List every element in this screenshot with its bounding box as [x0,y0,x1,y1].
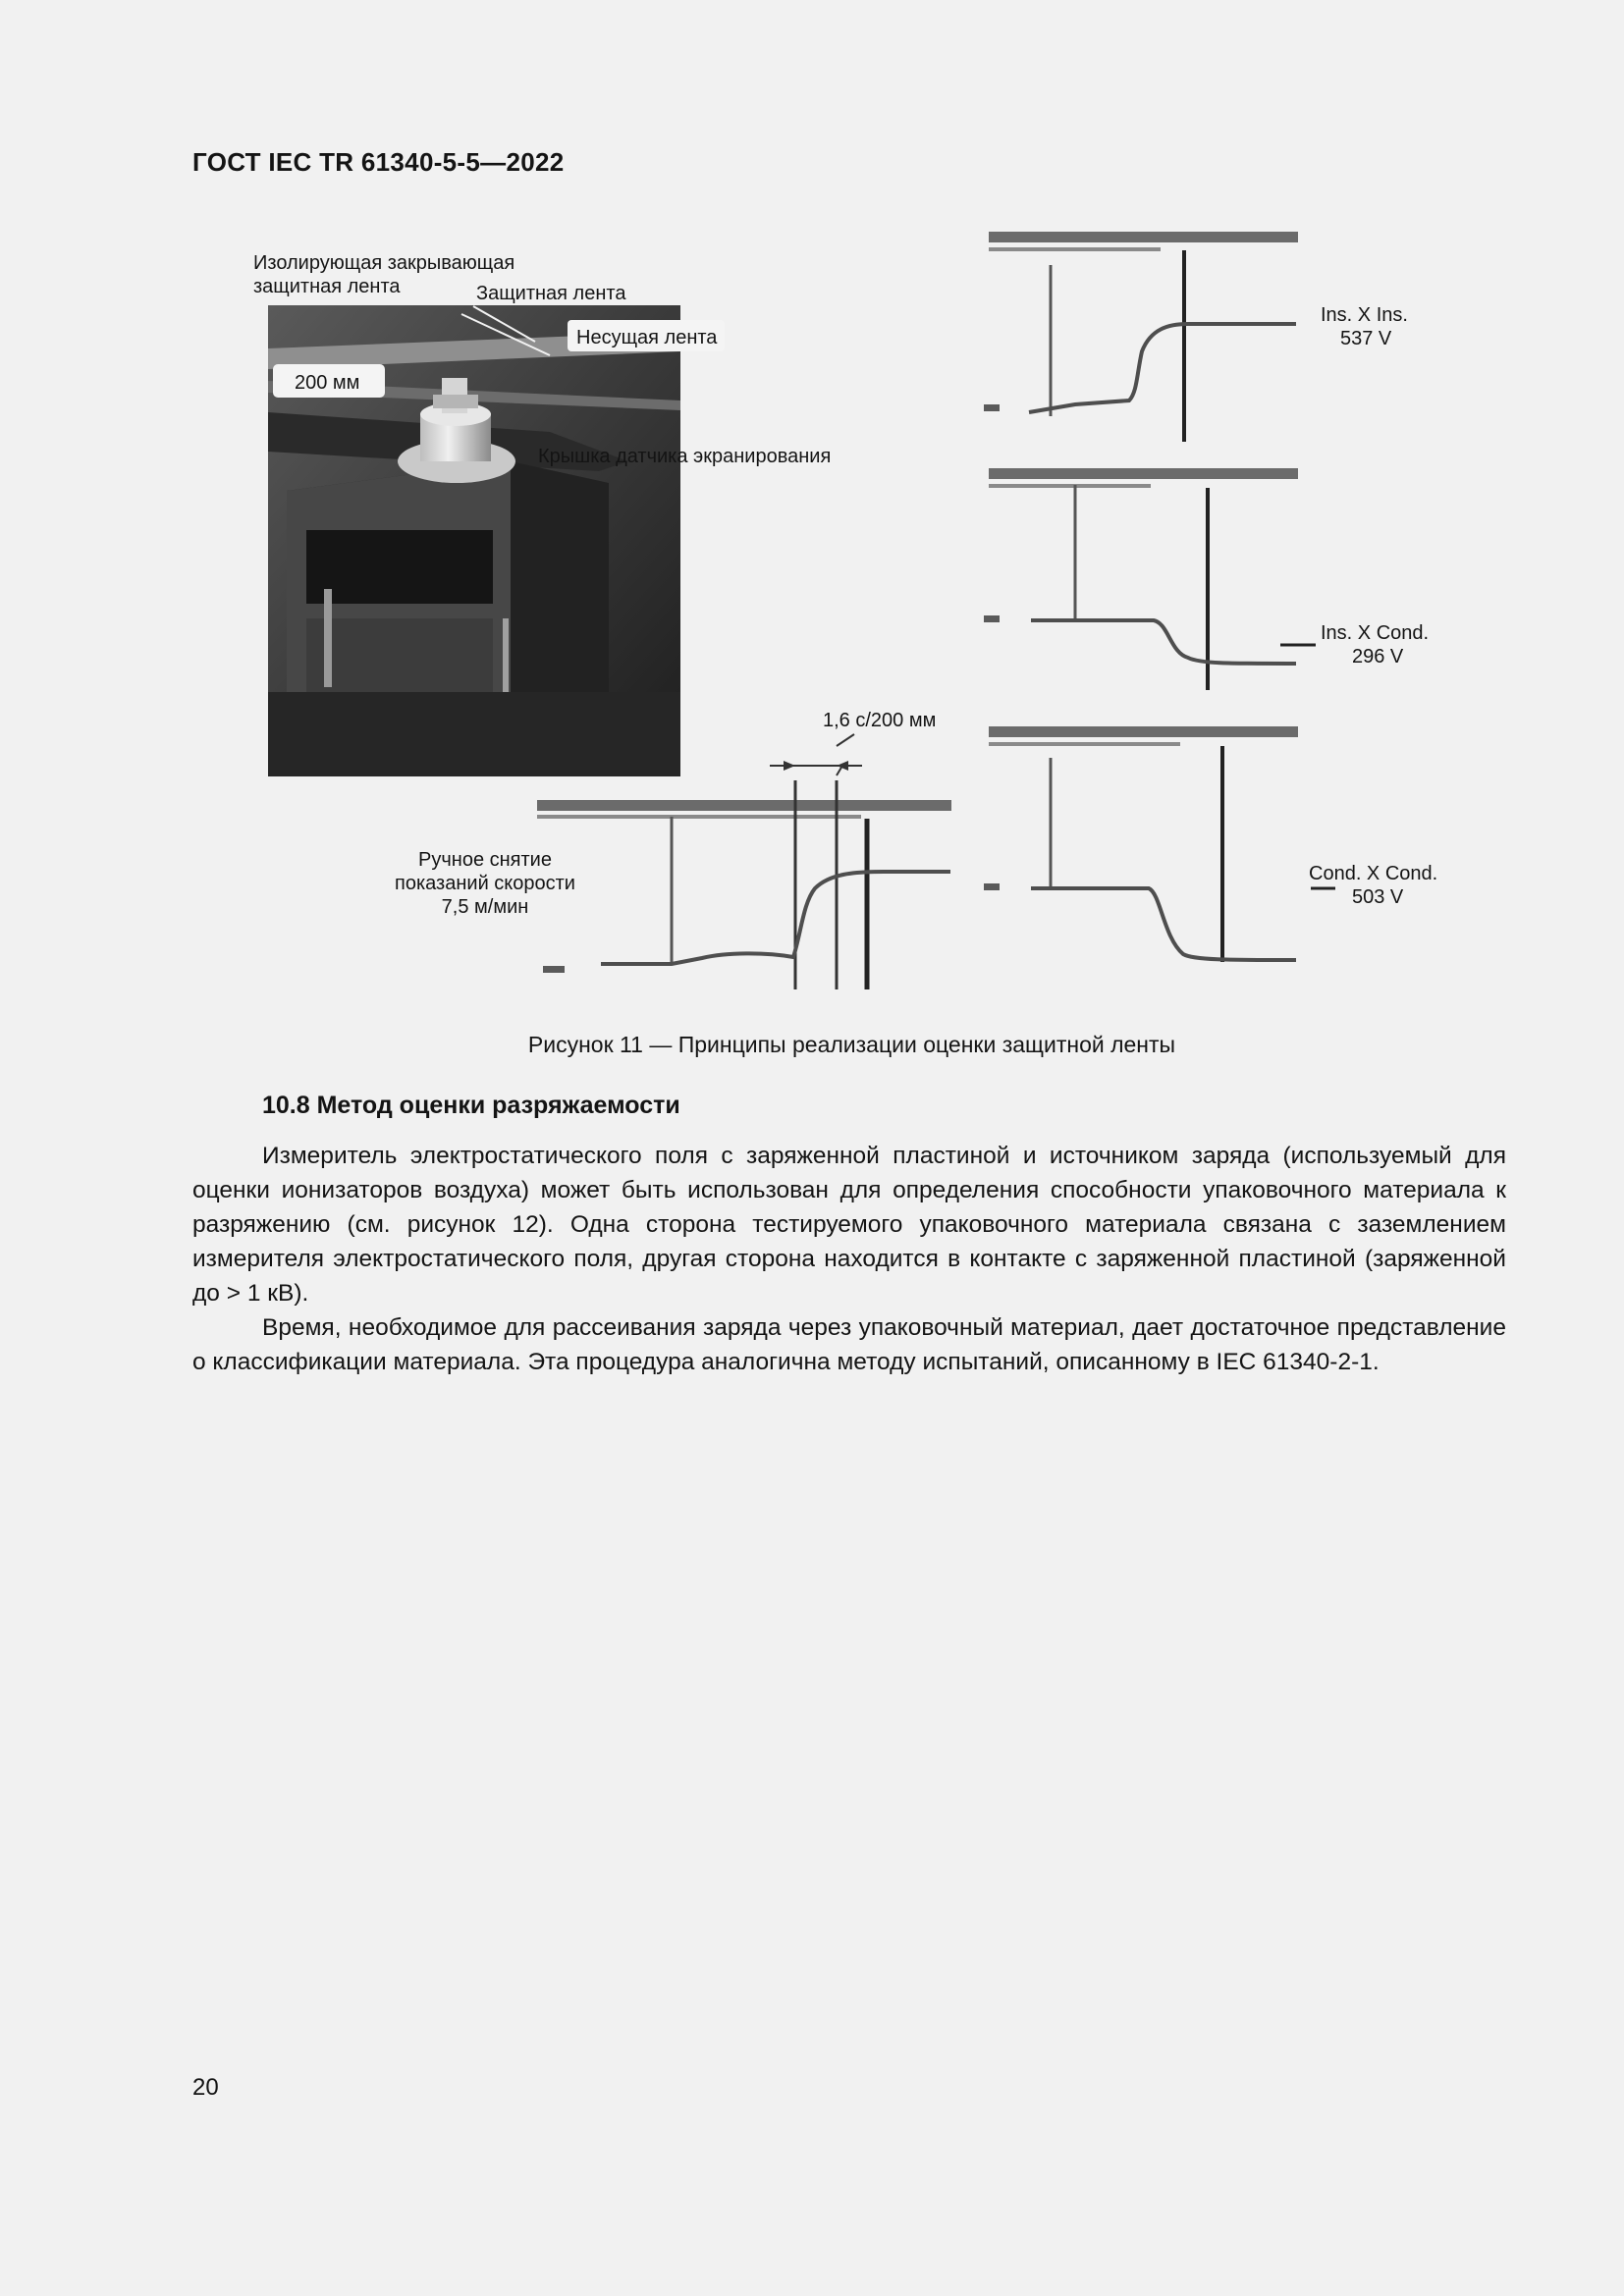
manual-speed-line3: 7,5 м/мин [441,896,529,918]
label-cover-tape: Защитная лента [476,283,626,304]
trace-1-voltage: 537 V [1340,328,1392,349]
trace-1-label: Ins. X Ins. [1321,304,1408,326]
manual-speed-line1: Ручное снятие [418,849,552,871]
label-sensor-cover: Крышка датчика экранирования [538,446,832,467]
timing-leader [837,734,854,746]
document-header: ГОСТ IEC TR 61340-5-5—2022 [192,147,565,177]
label-dimension: 200 мм [295,372,360,394]
timing-label: 1,6 с/200 мм [823,710,937,731]
section-heading: 10.8 Метод оценки разряжаемости [262,1092,680,1119]
trace-panel-3 [984,726,1335,962]
label-insulating-cover-tape-line1: Изолирующая закрывающая [253,252,515,274]
body-paragraph: Время, необходимое для рассеивания заряда через упаковочный материал, дает достаточное представление о классификации материала. Эта процедура аналогична методу испытаний, описанному в IEC 61340-2-1. [192,1314,1506,1375]
label-insulating-cover-tape-line2: защитная лента [253,276,401,297]
trace-2-label: Ins. X Cond. [1321,622,1430,644]
trace-panel-2 [984,468,1316,690]
trace-3-label: Cond. X Cond. [1309,863,1438,884]
trace-3-voltage: 503 V [1352,886,1404,908]
body-paragraph: Измеритель электростатического поля с заряженной пластиной и источником заряда (используемый для оценки ионизаторов воздуха) может быть использован для определения способности упаковочного материала к разряжению (см. рисунок 12). Одна сторона тестируемого упаковочного материала связана с заземлением измерителя электростатического поля, другая сторона находится в контакте с заряженной пластиной (заряженной до > 1 кВ). [192,1143,1506,1307]
figure-caption: Рисунок 11 — Принципы реализации оценки защитной ленты [527,1032,1176,1057]
trace-panel-manual [537,766,951,989]
trace-panel-1 [984,232,1298,442]
label-carrier-tape: Несущая лента [576,327,718,348]
trace-2-voltage: 296 V [1352,646,1404,667]
page-number: 20 [192,2074,219,2101]
manual-speed-line2: показаний скорости [395,873,575,894]
figure-11 [0,0,1624,1021]
